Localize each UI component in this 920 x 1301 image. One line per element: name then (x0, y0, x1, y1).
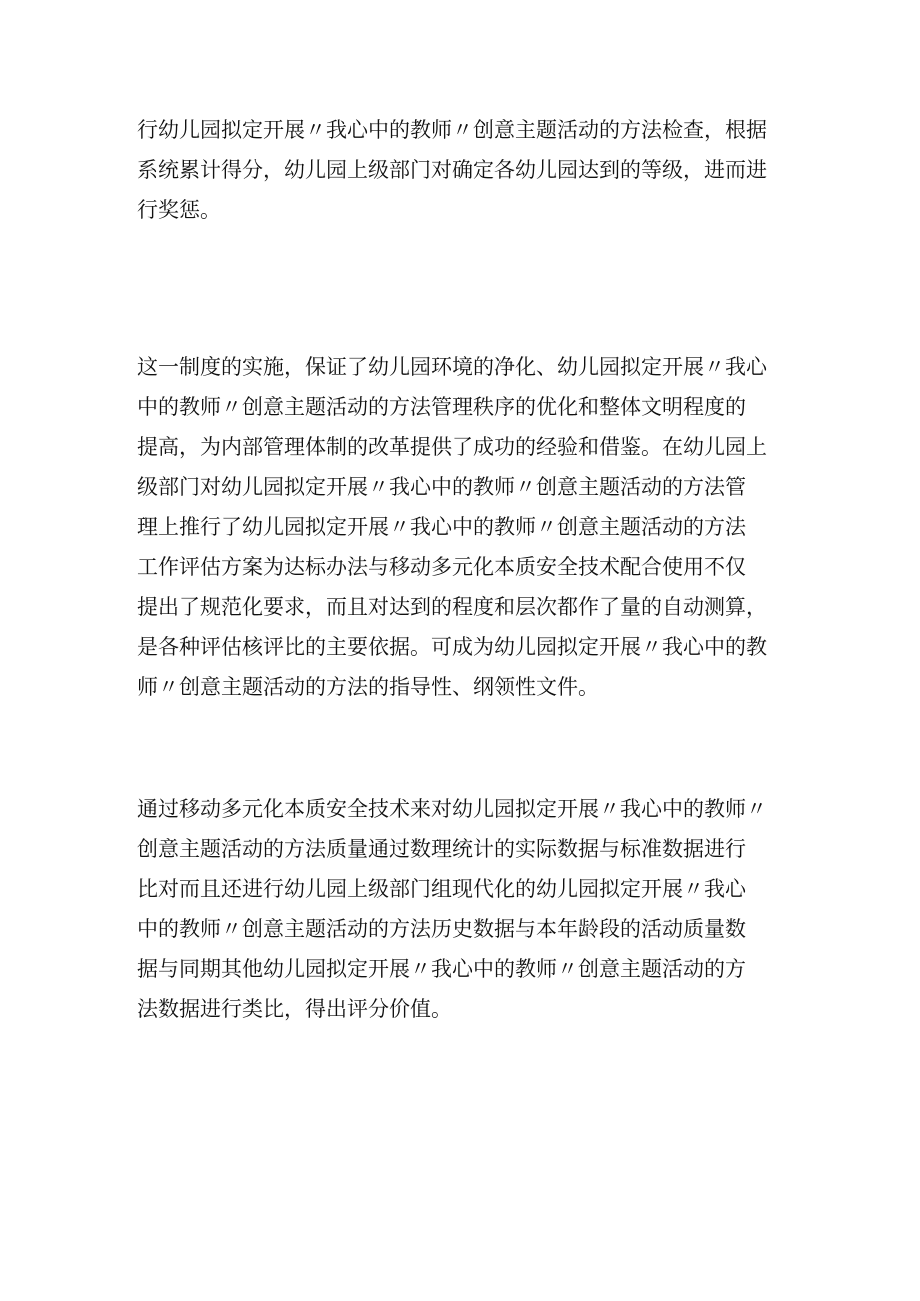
text-line: 是各种评估核评比的主要依据。可成为幼儿园拟定开展〃我心中的教 (137, 635, 767, 659)
text-line: 法数据进行类比，得出评分价值。 (137, 997, 452, 1021)
text-line: 行幼儿园拟定开展〃我心中的教师〃创意主题活动的方法检查，根据 (137, 118, 767, 142)
text-line: 中的教师〃创意主题活动的方法历史数据与本年龄段的活动质量数 (137, 917, 746, 941)
text-line: 提出了规范化要求，而且对达到的程度和层次都作了量的自动测算， (137, 595, 767, 619)
text-line: 中的教师〃创意主题活动的方法管理秩序的优化和整体文明程度的 (137, 395, 746, 419)
text-line: 行奖惩。 (137, 198, 221, 222)
text-line: 这一制度的实施，保证了幼儿园环境的净化、幼儿园拟定开展〃我心 (137, 355, 767, 379)
paragraph-2 (137, 347, 797, 707)
text-line: 创意主题活动的方法质量通过数理统计的实际数据与标准数据进行 (137, 837, 746, 861)
paragraph-1 (137, 110, 797, 230)
text-line: 级部门对幼儿园拟定开展〃我心中的教师〃创意主题活动的方法管 (137, 475, 746, 499)
text-line: 理上推行了幼儿园拟定开展〃我心中的教师〃创意主题活动的方法 (137, 515, 746, 539)
text-line: 师〃创意主题活动的方法的指导性、纲领性文件。 (137, 675, 599, 699)
text-line: 提高，为内部管理体制的改革提供了成功的经验和借鉴。在幼儿园上 (137, 435, 767, 459)
text-line: 比对而且还进行幼儿园上级部门组现代化的幼儿园拟定开展〃我心 (137, 877, 746, 901)
text-line: 通过移动多元化本质安全技术来对幼儿园拟定开展〃我心中的教师〃 (137, 797, 767, 821)
text-line: 系统累计得分，幼儿园上级部门对确定各幼儿园达到的等级，进而进 (137, 158, 767, 182)
text-line: 据与同期其他幼儿园拟定开展〃我心中的教师〃创意主题活动的方 (137, 957, 746, 981)
text-line: 工作评估方案为达标办法与移动多元化本质安全技术配合使用不仅 (137, 555, 746, 579)
paragraph-3 (137, 789, 797, 1029)
